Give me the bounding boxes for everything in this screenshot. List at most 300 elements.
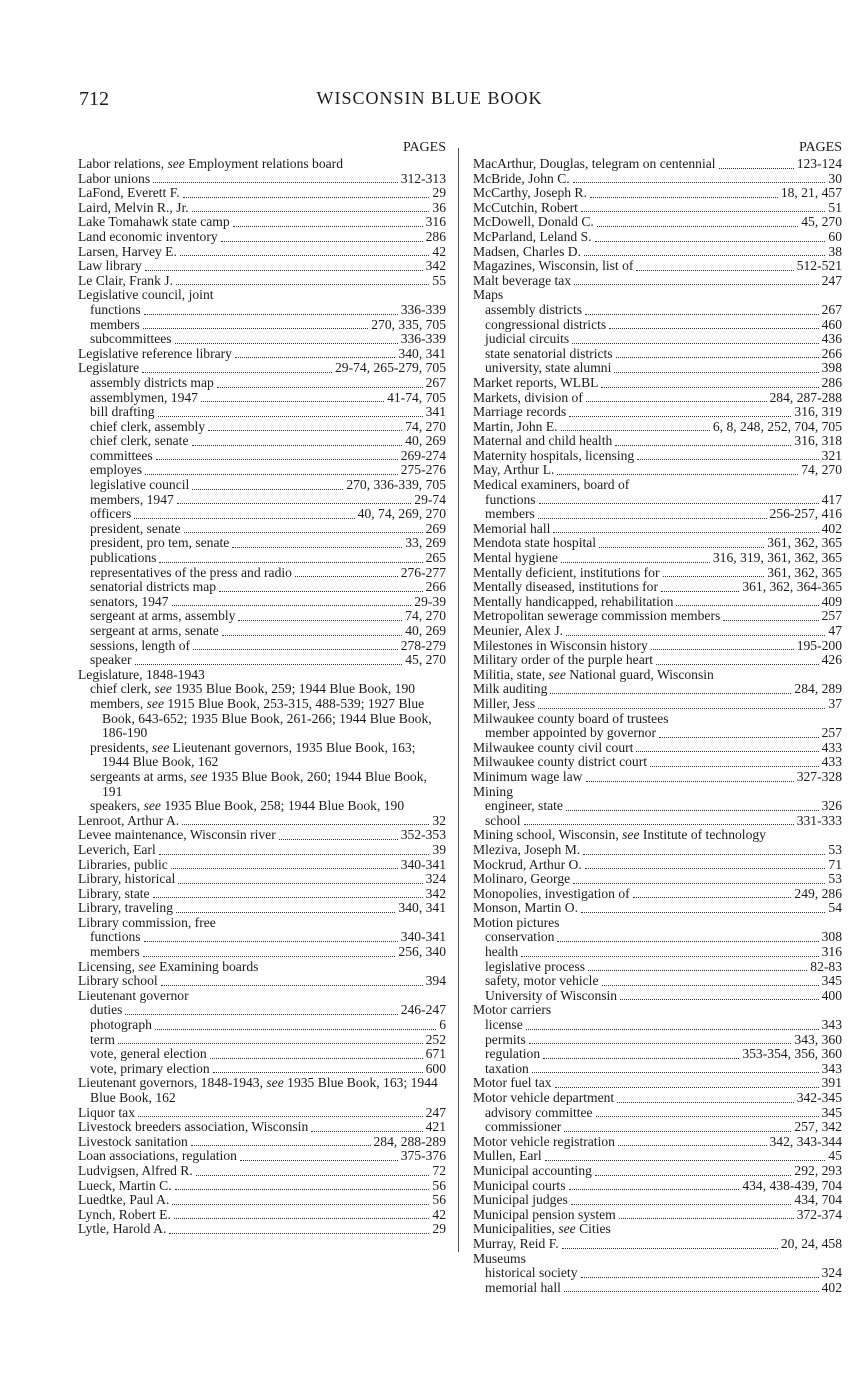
index-subentry bbox=[78, 945, 446, 960]
entry-pages: 343, 360 bbox=[794, 1031, 842, 1047]
see-label: see bbox=[146, 695, 164, 711]
index-entry bbox=[473, 449, 842, 464]
entry-pages: 321 bbox=[821, 447, 842, 463]
dot-leader bbox=[619, 1217, 794, 1219]
dot-leader bbox=[633, 896, 792, 898]
entry-term: advisory committee bbox=[485, 1104, 593, 1120]
index-subentry bbox=[473, 303, 842, 318]
page-number: 712 bbox=[79, 88, 109, 110]
dot-leader bbox=[311, 1130, 422, 1132]
entry-pages: 342 bbox=[425, 885, 446, 901]
entry-term: Metropolitan sewerage commission members bbox=[473, 608, 721, 624]
dot-leader bbox=[159, 561, 422, 563]
dot-leader bbox=[614, 371, 818, 373]
entry-reference: National guard, Wisconsin bbox=[565, 666, 714, 682]
index-subentry bbox=[473, 1047, 842, 1062]
index-heading: Mining bbox=[473, 783, 514, 799]
entry-term: safety, motor vehicle bbox=[485, 973, 599, 989]
entry-pages: 6 bbox=[439, 1017, 446, 1033]
dot-leader bbox=[617, 1101, 794, 1103]
index-column-right bbox=[473, 141, 842, 1295]
entry-pages: 324 bbox=[821, 1265, 842, 1281]
entry-pages: 316, 319, 361, 362, 365 bbox=[712, 550, 842, 566]
dot-leader bbox=[156, 458, 398, 460]
entry-pages: 195-200 bbox=[796, 637, 842, 653]
entry-term: Mendota state hospital bbox=[473, 535, 597, 551]
index-entry bbox=[473, 595, 842, 610]
dot-leader bbox=[279, 838, 398, 840]
index-entry bbox=[473, 609, 842, 624]
dot-leader bbox=[651, 648, 794, 650]
entry-term: committees bbox=[90, 447, 153, 463]
entry-pages: 55 bbox=[432, 272, 446, 288]
entry-pages: 267 bbox=[821, 301, 842, 317]
dot-leader bbox=[240, 1159, 398, 1161]
index-entry bbox=[78, 186, 446, 201]
entry-term: Motor vehicle registration bbox=[473, 1133, 615, 1149]
entry-term: Mental hygiene bbox=[473, 550, 558, 566]
entry-term: permits bbox=[485, 1031, 526, 1047]
index-subentry bbox=[473, 814, 842, 829]
entry-pages: 284, 287-288 bbox=[769, 389, 842, 405]
index-subentry bbox=[78, 566, 446, 581]
dot-leader bbox=[620, 998, 819, 1000]
entry-term: Land economic inventory bbox=[78, 228, 218, 244]
dot-leader bbox=[155, 1028, 436, 1030]
entry-term: May, Arthur L. bbox=[473, 462, 555, 478]
dot-leader bbox=[153, 181, 398, 183]
index-subentry bbox=[473, 347, 842, 362]
index-subentry bbox=[78, 463, 446, 478]
entry-pages: 434, 704 bbox=[794, 1192, 842, 1208]
entry-term: University of Wisconsin bbox=[485, 987, 618, 1003]
entry-term: Market reports, WLBL bbox=[473, 374, 599, 390]
index-entry bbox=[473, 639, 842, 654]
dot-leader bbox=[584, 254, 825, 256]
index-subentry bbox=[473, 507, 842, 522]
dot-leader bbox=[572, 342, 818, 344]
entry-term: Lieutenant governors, 1848-1943, bbox=[78, 1075, 267, 1091]
entry-pages: 398 bbox=[821, 360, 842, 376]
entry-pages: 336-339 bbox=[400, 301, 446, 317]
dot-leader bbox=[571, 1203, 792, 1205]
entry-term: Lake Tomahawk state camp bbox=[78, 214, 230, 230]
index-subentry bbox=[473, 1281, 842, 1296]
entry-pages: 308 bbox=[821, 929, 842, 945]
entry-pages: 29-74 bbox=[414, 491, 446, 507]
index-entry bbox=[473, 682, 842, 697]
dot-leader bbox=[601, 386, 818, 388]
entry-term: speakers, bbox=[90, 798, 144, 814]
entry-term: functions bbox=[485, 491, 536, 507]
entry-pages: 29-74, 265-279, 705 bbox=[334, 360, 446, 376]
entry-pages: 252 bbox=[425, 1031, 446, 1047]
index-entry bbox=[473, 420, 842, 435]
entry-pages: 312-313 bbox=[400, 170, 446, 186]
entry-list-right bbox=[473, 157, 842, 1295]
entry-pages: 269 bbox=[425, 520, 446, 536]
index-heading: Maps bbox=[473, 287, 504, 303]
entry-term: subcommittees bbox=[90, 331, 172, 347]
index-subentry bbox=[78, 376, 446, 391]
index-cross-reference bbox=[473, 668, 842, 683]
see-label: see bbox=[143, 798, 161, 814]
entry-pages: 340, 341 bbox=[398, 345, 446, 361]
entry-term: Larsen, Harvey E. bbox=[78, 243, 177, 259]
dot-leader bbox=[562, 1247, 778, 1249]
dot-leader bbox=[138, 1115, 423, 1117]
entry-term: members, 1947 bbox=[90, 491, 174, 507]
entry-term: Monopolies, investigation of bbox=[473, 885, 630, 901]
entry-pages: 45 bbox=[828, 1148, 842, 1164]
entry-term: taxation bbox=[485, 1060, 529, 1076]
dot-leader bbox=[538, 707, 825, 709]
index-heading: Library commission, free bbox=[78, 914, 216, 930]
dot-leader bbox=[595, 1174, 792, 1176]
entry-pages: 316 bbox=[821, 944, 842, 960]
dot-leader bbox=[145, 269, 423, 271]
entry-pages: 671 bbox=[425, 1046, 446, 1062]
entry-pages: 42 bbox=[432, 243, 446, 259]
dot-leader bbox=[676, 604, 818, 606]
entry-term: historical society bbox=[485, 1265, 578, 1281]
index-entry bbox=[473, 376, 842, 391]
entry-pages: 361, 362, 365 bbox=[767, 535, 842, 551]
entry-term: Marriage records bbox=[473, 404, 567, 420]
index-entry bbox=[473, 624, 842, 639]
dot-leader bbox=[573, 181, 826, 183]
entry-term: assemblymen, 1947 bbox=[90, 389, 198, 405]
index-entry bbox=[473, 434, 842, 449]
entry-pages: 6, 8, 248, 252, 704, 705 bbox=[712, 418, 842, 434]
entry-term: Milk auditing bbox=[473, 681, 548, 697]
entry-term: Malt beverage tax bbox=[473, 272, 572, 288]
dot-leader bbox=[543, 1057, 739, 1059]
dot-leader bbox=[182, 823, 429, 825]
dot-leader bbox=[564, 1290, 819, 1292]
dot-leader bbox=[233, 225, 423, 227]
dot-leader bbox=[564, 1130, 791, 1132]
entry-pages: 342, 343-344 bbox=[769, 1133, 842, 1149]
index-entry bbox=[78, 843, 446, 858]
index-entry bbox=[473, 1135, 842, 1150]
entry-term: Municipal judges bbox=[473, 1192, 568, 1208]
dot-leader bbox=[573, 882, 825, 884]
entry-pages: 316 bbox=[425, 214, 446, 230]
index-subentry bbox=[473, 930, 842, 945]
entry-term: Labor unions bbox=[78, 170, 151, 186]
entry-pages: 51 bbox=[828, 199, 842, 215]
entry-term: Monson, Martin O. bbox=[473, 900, 578, 916]
dot-leader bbox=[222, 634, 402, 636]
entry-pages: 460 bbox=[821, 316, 842, 332]
dot-leader bbox=[142, 371, 332, 373]
entry-pages: 340-341 bbox=[400, 929, 446, 945]
entry-pages: 266 bbox=[425, 579, 446, 595]
index-subentry bbox=[78, 405, 446, 420]
index-entry bbox=[473, 755, 842, 770]
index-subentry bbox=[473, 1018, 842, 1033]
dot-leader bbox=[636, 269, 793, 271]
index-entry bbox=[78, 1135, 446, 1150]
dot-leader bbox=[656, 663, 819, 665]
index-entry bbox=[78, 361, 446, 376]
entry-pages: 39 bbox=[432, 841, 446, 857]
dot-leader bbox=[184, 531, 423, 533]
dot-leader bbox=[583, 853, 825, 855]
index-subentry bbox=[78, 595, 446, 610]
entry-term: Liquor tax bbox=[78, 1104, 136, 1120]
index-entry bbox=[473, 536, 842, 551]
dot-leader bbox=[172, 1203, 429, 1205]
dot-leader bbox=[719, 167, 794, 169]
dot-leader bbox=[661, 590, 739, 592]
entry-pages: 33, 269 bbox=[405, 535, 446, 551]
index-entry bbox=[78, 347, 446, 362]
entry-pages: 41-74, 705 bbox=[387, 389, 446, 405]
entry-reference: 1935 Blue Book, 163; 1944 Blue Book, 162 bbox=[90, 1075, 438, 1105]
entry-pages: 512-521 bbox=[796, 258, 842, 274]
dot-leader bbox=[180, 254, 430, 256]
entry-pages: 324 bbox=[425, 871, 446, 887]
entry-pages: 54 bbox=[828, 900, 842, 916]
entry-pages: 316, 318 bbox=[794, 433, 842, 449]
entry-term: bill drafting bbox=[90, 404, 155, 420]
index-entry bbox=[473, 259, 842, 274]
see-label: see bbox=[138, 958, 156, 974]
see-label: see bbox=[167, 156, 185, 171]
dot-leader bbox=[135, 663, 403, 665]
entry-list-left bbox=[78, 157, 446, 1237]
index-entry bbox=[78, 974, 446, 989]
entry-term: Library, state bbox=[78, 885, 150, 901]
entry-pages: 361, 362, 365 bbox=[767, 564, 842, 580]
index-entry bbox=[473, 230, 842, 245]
entry-pages: 343 bbox=[821, 1017, 842, 1033]
entry-term: conservation bbox=[485, 929, 555, 945]
index-entry bbox=[78, 215, 446, 230]
entry-reference: Employment relations board bbox=[184, 156, 344, 171]
index-subentry bbox=[78, 536, 446, 551]
entry-term: Murray, Reid F. bbox=[473, 1235, 559, 1251]
index-subentry bbox=[78, 580, 446, 595]
index-entry bbox=[78, 1208, 446, 1223]
entry-term: legislative process bbox=[485, 958, 586, 974]
index-column-left bbox=[78, 141, 446, 1237]
entry-pages: 421 bbox=[425, 1119, 446, 1135]
entry-term: Labor relations, bbox=[78, 156, 168, 171]
entry-pages: 343 bbox=[821, 1060, 842, 1076]
index-entry bbox=[78, 1222, 446, 1237]
entry-pages: 30 bbox=[828, 170, 842, 186]
entry-term: state senatorial districts bbox=[485, 345, 613, 361]
entry-pages: 433 bbox=[821, 739, 842, 755]
entry-pages: 270, 335, 705 bbox=[371, 316, 446, 332]
dot-leader bbox=[585, 313, 819, 315]
index-cross-reference bbox=[78, 770, 446, 799]
entry-term: Municipalities, bbox=[473, 1221, 559, 1237]
dot-leader bbox=[221, 240, 423, 242]
index-cross-reference bbox=[473, 828, 842, 843]
entry-pages: 284, 289 bbox=[794, 681, 842, 697]
entry-pages: 71 bbox=[828, 856, 842, 872]
entry-term: McParland, Leland S. bbox=[473, 228, 592, 244]
entry-pages: 45, 270 bbox=[801, 214, 842, 230]
entry-term: functions bbox=[90, 301, 141, 317]
index-subentry bbox=[473, 974, 842, 989]
index-subentry bbox=[473, 1266, 842, 1281]
dot-leader bbox=[175, 1188, 430, 1190]
entry-term: chief clerk, assembly bbox=[90, 418, 206, 434]
index-heading: Medical examiners, board of bbox=[473, 477, 630, 493]
entry-pages: 53 bbox=[828, 871, 842, 887]
dot-leader bbox=[192, 488, 343, 490]
entry-pages: 72 bbox=[432, 1162, 446, 1178]
dot-leader bbox=[550, 692, 791, 694]
entry-term: Mleziva, Joseph M. bbox=[473, 841, 581, 857]
dot-leader bbox=[663, 575, 765, 577]
entry-pages: 47 bbox=[828, 623, 842, 638]
entry-term: Lytle, Harold A. bbox=[78, 1221, 167, 1237]
index-entry bbox=[473, 172, 842, 187]
dot-leader bbox=[192, 444, 403, 446]
index-entry bbox=[473, 522, 842, 537]
dot-leader bbox=[134, 517, 354, 519]
dot-leader bbox=[561, 429, 710, 431]
entry-pages: 247 bbox=[425, 1104, 446, 1120]
entry-term: MacArthur, Douglas, telegram on centennial bbox=[473, 156, 716, 171]
index-subentry bbox=[78, 551, 446, 566]
entry-term: senatorial districts map bbox=[90, 579, 217, 595]
entry-pages: 123-124 bbox=[796, 156, 842, 171]
entry-pages: 345 bbox=[821, 1104, 842, 1120]
entry-reference: 1915 Blue Book, 253-315, 488-539; 1927 Blue Book, 643-652; 1935 Blue Book, 261-266; 1944 Blue Book, 186-190 bbox=[102, 695, 432, 741]
dot-leader bbox=[602, 984, 819, 986]
dot-leader bbox=[193, 648, 398, 650]
index-cross-reference bbox=[78, 682, 446, 697]
dot-leader bbox=[153, 896, 423, 898]
dot-leader bbox=[585, 867, 826, 869]
entry-pages: 56 bbox=[432, 1192, 446, 1208]
entry-term: functions bbox=[90, 929, 141, 945]
entry-pages: 60 bbox=[828, 228, 842, 244]
column-divider bbox=[458, 148, 459, 1252]
index-entry bbox=[78, 1106, 446, 1121]
entry-term: Legislative reference library bbox=[78, 345, 232, 361]
dot-leader bbox=[597, 225, 798, 227]
entry-pages: 391 bbox=[821, 1075, 842, 1091]
entry-pages: 372-374 bbox=[796, 1206, 842, 1222]
dot-leader bbox=[618, 1144, 767, 1146]
entry-term: photograph bbox=[90, 1017, 152, 1033]
entry-pages: 342 bbox=[425, 258, 446, 274]
dot-leader bbox=[650, 765, 819, 767]
index-subentry bbox=[78, 303, 446, 318]
entry-term: Library, traveling bbox=[78, 900, 173, 916]
dot-leader bbox=[125, 1013, 397, 1015]
index-entry bbox=[473, 887, 842, 902]
entry-term: Motor fuel tax bbox=[473, 1075, 552, 1091]
entry-term: Lynch, Robert E. bbox=[78, 1206, 171, 1222]
entry-term: Luedtke, Paul A. bbox=[78, 1192, 170, 1208]
index-subentry bbox=[473, 945, 842, 960]
entry-pages: 340-341 bbox=[400, 856, 446, 872]
dot-leader bbox=[210, 1057, 423, 1059]
index-subentry bbox=[473, 1033, 842, 1048]
index-entry bbox=[473, 245, 842, 260]
entry-term: vote, general election bbox=[90, 1046, 207, 1062]
entry-term: Library school bbox=[78, 973, 158, 989]
index-cross-reference bbox=[78, 157, 446, 172]
entry-term: Molinaro, George bbox=[473, 871, 571, 887]
entry-term: Mentally deficient, institutions for bbox=[473, 564, 660, 580]
entry-term: Motor vehicle department bbox=[473, 1090, 615, 1105]
dot-leader bbox=[588, 969, 807, 971]
dot-leader bbox=[595, 240, 826, 242]
dot-leader bbox=[158, 415, 423, 417]
entry-pages: 257, 342 bbox=[794, 1119, 842, 1135]
entry-term: president, pro tem, senate bbox=[90, 535, 230, 551]
dot-leader bbox=[586, 400, 767, 402]
entry-pages: 256, 340 bbox=[398, 944, 446, 960]
index-cross-reference bbox=[78, 741, 446, 770]
index-entry bbox=[78, 201, 446, 216]
dot-leader bbox=[555, 1086, 819, 1088]
index-entry bbox=[473, 566, 842, 581]
index-heading: Milwaukee county board of trustees bbox=[473, 710, 669, 726]
index-entry bbox=[473, 157, 842, 172]
entry-term: Leverich, Earl bbox=[78, 841, 156, 857]
index-subentry bbox=[473, 1062, 842, 1077]
entry-term: engineer, state bbox=[485, 798, 563, 814]
entry-term: presidents, bbox=[90, 739, 152, 755]
entry-term: Licensing, bbox=[78, 958, 139, 974]
index-entry bbox=[473, 215, 842, 230]
index-entry bbox=[78, 172, 446, 187]
entry-pages: 269-274 bbox=[400, 447, 446, 463]
dot-leader bbox=[176, 911, 395, 913]
index-subentry bbox=[473, 960, 842, 975]
see-label: see bbox=[154, 681, 172, 697]
entry-term: Milwaukee county district court bbox=[473, 754, 648, 770]
dot-leader bbox=[232, 546, 402, 548]
entry-term: memorial hall bbox=[485, 1279, 561, 1295]
dot-leader bbox=[526, 1028, 819, 1030]
dot-leader bbox=[615, 444, 791, 446]
dot-leader bbox=[196, 1174, 430, 1176]
dot-leader bbox=[143, 327, 368, 329]
dot-leader bbox=[235, 356, 395, 358]
index-entry bbox=[473, 858, 842, 873]
dot-leader bbox=[566, 809, 819, 811]
entry-pages: 278-279 bbox=[400, 637, 446, 653]
index-cross-reference bbox=[78, 960, 446, 975]
dot-leader bbox=[521, 955, 818, 957]
index-subentry bbox=[78, 332, 446, 347]
page-header bbox=[0, 88, 859, 114]
entry-pages: 409 bbox=[821, 593, 842, 609]
dot-leader bbox=[581, 210, 825, 212]
entry-pages: 42 bbox=[432, 1206, 446, 1222]
index-subentry bbox=[78, 930, 446, 945]
entry-term: Lueck, Martin C. bbox=[78, 1177, 172, 1193]
entry-term: senators, 1947 bbox=[90, 593, 169, 609]
entry-pages: 37 bbox=[828, 695, 842, 711]
entry-pages: 353-354, 356, 360 bbox=[742, 1046, 842, 1062]
entry-pages: 417 bbox=[821, 491, 842, 507]
entry-pages: 284, 288-289 bbox=[373, 1133, 446, 1149]
dot-leader bbox=[524, 823, 794, 825]
